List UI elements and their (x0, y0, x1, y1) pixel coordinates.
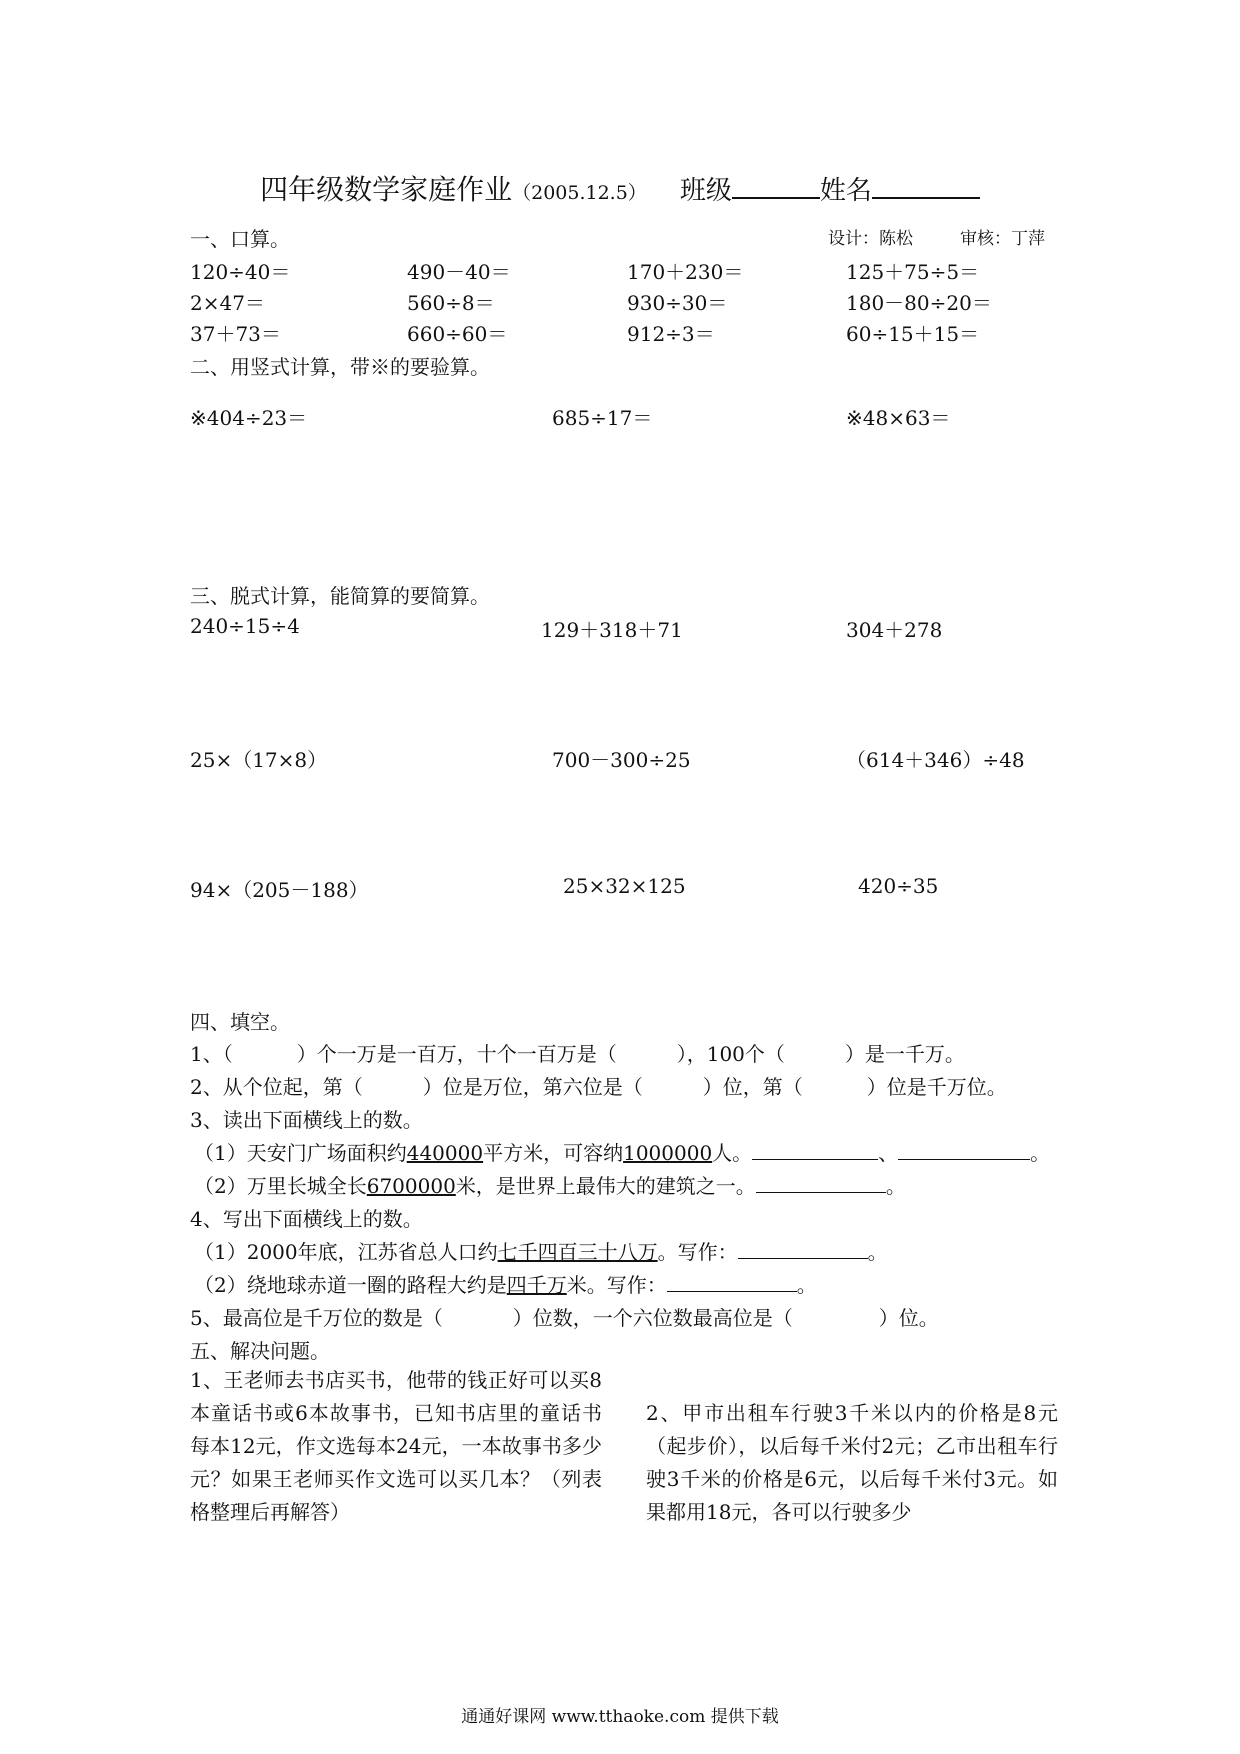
q2-text-d: ）位是千万位。 (866, 1075, 1007, 1099)
fill-question-3b (194, 1170, 906, 1199)
q2-text-b: ）位是万位，第六位是（ (422, 1075, 643, 1099)
vertical-calc-item: 685÷17＝ (552, 406, 653, 430)
q3a-text-c: 人。 (712, 1141, 753, 1165)
section5-heading: 五、解决问题。 (190, 1339, 330, 1363)
answer-line[interactable] (738, 1238, 868, 1259)
section2-heading: 二、用竖式计算，带※的要验算。 (190, 355, 490, 379)
oral-calc-item: 2×47＝ (190, 291, 265, 315)
oral-calc-item: 125＋75÷5＝ (846, 260, 980, 284)
underlined-number-words: 七千四百三十八万 (497, 1240, 658, 1264)
q3a-sep: 、 (878, 1141, 899, 1165)
fill-question-4b (194, 1269, 817, 1298)
q2-text-c: ）位，第（ (702, 1075, 803, 1099)
q5-text-c: ）位。 (878, 1306, 939, 1330)
underlined-number-words: 四千万 (506, 1273, 567, 1297)
worksheet-title-line (0, 168, 1240, 208)
q5-text-a: 5、最高位是千万位的数是（ (190, 1306, 443, 1330)
q4b-end: 。 (796, 1273, 817, 1297)
step-calc-item: 240÷15÷4 (190, 614, 300, 638)
worksheet-title: 四年级数学家庭作业 (260, 173, 513, 206)
class-label: 班级 (679, 176, 732, 206)
q1-text-d: ）是一千万。 (844, 1042, 965, 1066)
oral-calc-item: 912÷3＝ (627, 322, 715, 346)
step-calc-item: 25×32×125 (563, 874, 686, 898)
q1-text-c: ），100个（ (676, 1042, 785, 1066)
q4a-end: 。 (867, 1240, 888, 1264)
fill-question-4a (194, 1236, 888, 1265)
oral-calc-item: 60÷15＋15＝ (846, 322, 980, 346)
section3-heading: 三、脱式计算，能简算的要简算。 (190, 584, 490, 608)
step-calc-item: 94×（205－188） (190, 878, 369, 902)
q3a-end: 。 (1030, 1141, 1051, 1165)
oral-calc-item: 490－40＝ (407, 260, 511, 284)
oral-calc-item: 660÷60＝ (407, 322, 508, 346)
answer-line[interactable] (752, 1139, 878, 1160)
design-credit: 设计：陈松 (828, 229, 913, 249)
step-calc-item: （614＋346）÷48 (846, 748, 1025, 772)
vertical-calc-item: ※404÷23＝ (190, 406, 308, 430)
name-blank[interactable] (872, 173, 980, 199)
step-calc-item: 700－300÷25 (552, 748, 691, 772)
page-footer: 通通好课网 www.tthaoke.com 提供下载 (461, 1707, 779, 1727)
word-problem-1: 1、王老师去书店买书，他带的钱正好可以买8本童话书或6本故事书，已知书店里的童话书每本12元，作文选每本24元，一本故事书多少元？如果王老师买作文选可以买几本？（列表格整理后再解答） (190, 1368, 602, 1524)
underlined-number: 1000000 (623, 1141, 713, 1165)
fill-question-2 (190, 1071, 1007, 1100)
q1-text-b: ）个一万是一百万，十个一百万是（ (296, 1042, 617, 1066)
section1-heading: 一、口算。 (190, 227, 290, 251)
q3a-text-b: 平方米，可容纳 (483, 1141, 624, 1165)
vertical-calc-item: ※48×63＝ (846, 406, 951, 430)
q1-text-a: 1、（ (190, 1042, 233, 1066)
section4-heading: 四、填空。 (190, 1010, 290, 1034)
q3a-text-a: （1）天安门广场面积约 (194, 1141, 407, 1165)
answer-line[interactable] (756, 1172, 886, 1193)
name-label: 姓名 (819, 176, 872, 206)
oral-calc-item: 120÷40＝ (190, 260, 291, 284)
class-blank[interactable] (732, 173, 820, 199)
step-calc-item: 25×（17×8） (190, 748, 328, 772)
q4b-text-a: （2）绕地球赤道一圈的路程大约是 (194, 1273, 507, 1297)
q3b-end: 。 (885, 1174, 906, 1198)
fill-question-3a (194, 1137, 1050, 1166)
q4a-text-b: 。写作： (657, 1240, 738, 1264)
q5-text-b: ）位数，一个六位数最高位是（ (512, 1306, 793, 1330)
fill-question-5 (190, 1302, 939, 1331)
word-problem-2: 2、甲市出租车行驶3千米以内的价格是8元（起步价），以后每千米付2元；乙市出租车行驶3千米的价格是6元，以后每千米付3元。如果都用18元，各可以行驶多少 (646, 1401, 1058, 1524)
fill-question-3: 3、读出下面横线上的数。 (190, 1108, 423, 1132)
oral-calc-item: 180－80÷20＝ (846, 291, 992, 315)
q2-text-a: 2、从个位起，第（ (190, 1075, 363, 1099)
fill-question-4: 4、写出下面横线上的数。 (190, 1207, 423, 1231)
step-calc-item: 304＋278 (846, 618, 943, 642)
oral-calc-item: 170＋230＝ (627, 260, 744, 284)
oral-calc-item: 560÷8＝ (407, 291, 495, 315)
step-calc-item: 420÷35 (858, 874, 939, 898)
answer-line[interactable] (667, 1271, 797, 1292)
step-calc-item: 129＋318＋71 (541, 618, 683, 642)
q4a-text-a: （1）2000年底，江苏省总人口约 (194, 1240, 498, 1264)
underlined-number: 6700000 (366, 1174, 456, 1198)
review-credit: 审核：丁萍 (960, 229, 1045, 249)
answer-line[interactable] (898, 1139, 1030, 1160)
q3b-text-b: 米，是世界上最伟大的建筑之一。 (455, 1174, 756, 1198)
q3b-text-a: （2）万里长城全长 (194, 1174, 367, 1198)
oral-calc-item: 930÷30＝ (627, 291, 728, 315)
underlined-number: 440000 (406, 1141, 484, 1165)
q4b-text-b: 米。写作： (566, 1273, 667, 1297)
fill-question-1 (190, 1038, 965, 1067)
oral-calc-item: 37＋73＝ (190, 322, 281, 346)
worksheet-date: （2005.12.5） (512, 182, 647, 204)
